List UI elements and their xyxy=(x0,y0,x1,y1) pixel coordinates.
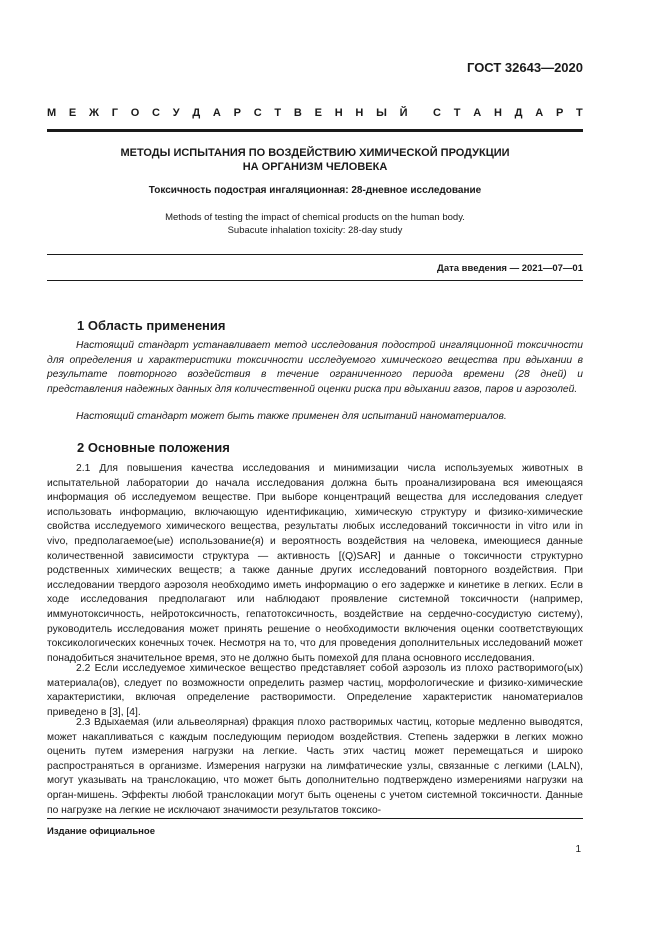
standard-type-letter: Д xyxy=(514,107,523,119)
standard-type-letter: Н xyxy=(334,107,343,119)
standard-type-letter: М xyxy=(47,107,57,119)
date-divider xyxy=(47,280,583,281)
page-number: 1 xyxy=(575,844,581,855)
standard-type-letter: Н xyxy=(355,107,364,119)
standard-type-letter: Ы xyxy=(376,107,387,119)
section-2-paragraph-3: 2.3 Вдыхаемая (или альвеолярная) фракция плохо растворимых частиц, которые медленно выводятся, может накапливаться с каждым последующим периодом воздействия. Степень задержки в легких можно оценить путем измерения нагрузки на легкие. Часть этих частиц может перемещаться и широко распространяться в организме. Измерения нагрузки на лимфатические узлы, связанные с легкими (LALN), могут указывать на транслокацию, что может быть дополнительно подтверждено измерениями нагрузки на орган-мишень. Эффекты любой транслокации могут быть оценены с учетом системной токсичности. Данные по нагрузке на легкие не исключают значимости результатов токсико- xyxy=(47,717,583,816)
section-1-paragraph-2: Настоящий стандарт может быть также применен для испытаний наноматериалов. xyxy=(76,411,507,422)
standard-type-letter: Т xyxy=(453,107,461,119)
standard-type-letter: О xyxy=(130,107,140,119)
section-2-paragraph-1: 2.1 Для повышения качества исследования и минимизации числа используемых животных в испытательной лаборатории до начала исследования должна быть проанализирована вся имеющаяся информация об исследуемом веществе. При выборе концентраций вещества для исследования следует использовать информацию, включающую идентификацию, химическую структуру и физико-химические свойства исследуемого химического вещества, результаты любых исследований токсичности in vitro или in vivo, предполагаемое(ые) использование(я) и вероятность воздействия на человека, имеющиеся данные количественной зависимости структура — активность [(Q)SAR] и данные о токсичности структурно родственных химических веществ; а также данные других исследований повторного воздействия. При исследовании твердого аэрозоля необходимо иметь информацию о его задержке и кинетике в легких. Если в ходе исследования предполагают или наблюдают проявление системной токсичности (например, иммунотоксичность, нейротоксичность, гепатотоксичность, воздействие на сердечно-сосудистую систему), руководитель исследования может принять решение о необходимости включения оценки соответствующих токсикологических конечных точек. Несмотря на то, что для проведения дополнительных исследований может понадобиться значительное время, это не должно быть помехой для плана основного исследования. xyxy=(47,463,583,664)
standard-type-letter: Г xyxy=(111,107,118,119)
standard-type-letter: С xyxy=(152,107,160,119)
standard-type-letter: Е xyxy=(68,107,77,119)
standard-type-letter: В xyxy=(293,107,302,119)
standard-type-letter: Н xyxy=(493,107,502,119)
standard-type-letter: У xyxy=(172,107,180,119)
standard-type-letter: Т xyxy=(274,107,282,119)
section-2-heading: 2 Основные положения xyxy=(77,440,230,455)
standard-type-letter: С xyxy=(253,107,262,119)
standard-type-letter: Ж xyxy=(89,107,99,119)
title-divider xyxy=(47,254,583,255)
section-1-paragraph-1: Настоящий стандарт устанавливает метод исследования подострой ингаляционной токсичности для определения и характеристики токсичности исследуемого химического вещества при вдыхании в результате повторного воздействия в течение ограниченного периода времени (28 дней) и представления надежных данных для количественной оценки риска при вдыхании газов, паров и аэрозолей. xyxy=(47,340,583,395)
standard-type-letter: Д xyxy=(192,107,201,119)
header-divider xyxy=(47,129,583,132)
standard-type-letter: Е xyxy=(314,107,322,119)
english-title-line-1: Methods of testing the impact of chemical products on the human body. xyxy=(165,212,465,223)
section-2-paragraph-2: 2.2 Если исследуемое химическое вещество представляет собой аэрозоль из плохо растворимого(ых) материала(ов), следует по возможности определить размер частиц, морфологические и физико-химические характеристики, включая определение растворимости. Определение характеристик наноматериалов приведено в [3], [4]. xyxy=(47,663,583,718)
title-line-1: МЕТОДЫ ИСПЫТАНИЯ ПО ВОЗДЕЙСТВИЮ ХИМИЧЕСКОЙ ПРОДУКЦИИ xyxy=(120,147,510,159)
footer-divider xyxy=(47,818,583,819)
standard-type-letter: Т xyxy=(576,107,583,119)
standard-type-letter: С xyxy=(433,107,441,119)
standard-type-letter: Й xyxy=(399,107,408,119)
document-title xyxy=(47,146,583,174)
document-subtitle: Токсичность подострая ингаляционная: 28-дневное исследование xyxy=(148,185,482,196)
official-edition-label: Издание официальное xyxy=(47,826,155,837)
introduction-date: Дата введения — 2021—07—01 xyxy=(437,263,583,274)
title-line-2: НА ОРГАНИЗМ ЧЕЛОВЕКА xyxy=(242,161,388,173)
standard-type-letter: Р xyxy=(555,107,564,119)
standard-number: ГОСТ 32643—2020 xyxy=(467,60,583,75)
section-1-heading: 1 Область применения xyxy=(77,318,226,333)
english-title-line-2: Subacute inhalation toxicity: 28-day study xyxy=(227,225,403,236)
standard-type-letter: А xyxy=(473,107,482,119)
standard-type-letter: А xyxy=(535,107,544,119)
standard-type-letter: А xyxy=(212,107,221,119)
standard-type-heading xyxy=(47,107,583,119)
standard-type-letter: Р xyxy=(233,107,241,119)
english-title xyxy=(47,211,583,237)
